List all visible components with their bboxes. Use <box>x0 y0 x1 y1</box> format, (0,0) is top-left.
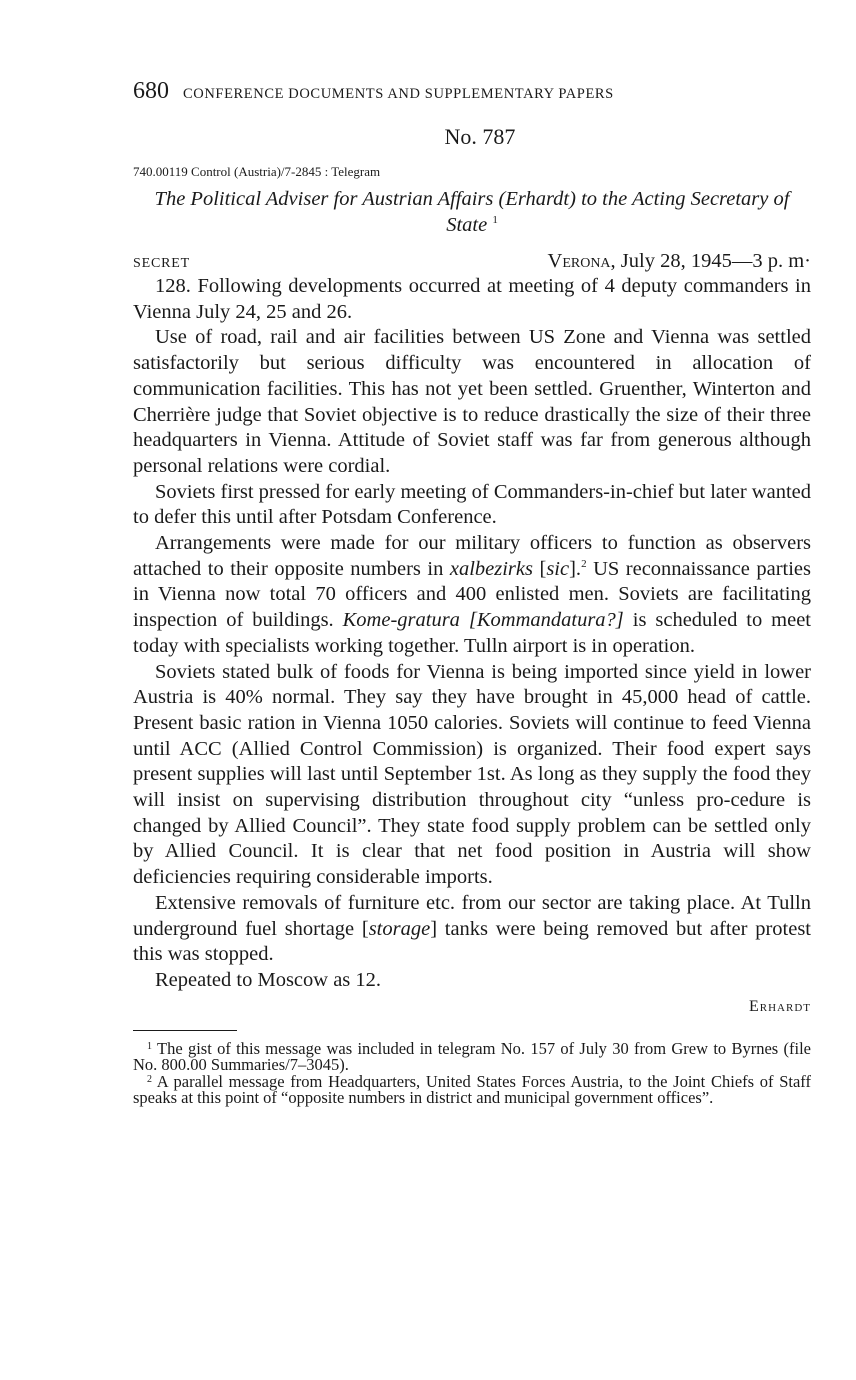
footnotes <box>133 1038 812 1108</box>
paragraph-4-italic-2: sic <box>546 557 570 580</box>
paragraph-1: 128. Following developments occurred at meeting of 4 deputy commanders in Vienna July 24, 25 and 26. <box>133 275 811 323</box>
footnote-2-mark: 2 <box>581 557 587 570</box>
paragraph-4-text-d: US reconnaissance parties in Vienna now total 70 officers and 400 enlisted men. Soviets are facilitating inspection of buildings. <box>133 557 812 632</box>
page-number: 680 <box>133 78 169 104</box>
paragraph-4-text-e: is scheduled to meet today with specialists working together. Tulln airport is in operation. <box>133 609 812 657</box>
paragraph-3: Soviets first pressed for early meeting of Commanders-in-chief but later wanted to defer this until after Potsdam Conference. <box>133 480 811 529</box>
paragraph-4-text-c: ]. <box>569 557 582 580</box>
document-title-text: The Political Adviser for Austrian Affairs (Erhardt) to the Acting Secretary of State <box>154 188 790 236</box>
footnote-1-mark: 1 <box>147 1040 152 1052</box>
paragraph-4-text-b: [ <box>532 557 547 580</box>
footnote-2 <box>133 1071 811 1108</box>
paragraph-6-text-b: ] tanks were being removed but after protest this was stopped. <box>133 917 811 966</box>
paragraph-6 <box>133 891 811 968</box>
document-page <box>133 78 811 1107</box>
paragraph-4-italic-1: xalbezirks <box>449 557 533 580</box>
running-head <box>133 78 811 114</box>
paragraph-7: Repeated to Moscow as 12. <box>155 968 382 991</box>
paragraph-4-text-a: Arrangements were made for our military officers to function as observers attached to their opposite numbers in <box>133 532 811 580</box>
footnote-1 <box>133 1038 812 1075</box>
telegram-body <box>133 274 811 994</box>
document-title <box>133 186 811 238</box>
place-and-date <box>548 250 811 273</box>
date: July 28, 1945—3 p. m· <box>620 250 811 272</box>
paragraph-6-italic: storage <box>368 917 431 940</box>
paragraph-4 <box>133 531 811 660</box>
footnote-1-text: The gist of this message was included in telegram No. 157 of July 30 from Grew to Byrnes (file No. 800.00 Summaries/7–3045). <box>133 1038 812 1075</box>
signature: Erhardt <box>749 997 811 1015</box>
title-footnote-mark: 1 <box>492 214 498 226</box>
classification-label: SECRET <box>133 256 190 271</box>
paragraph-2: Use of road, rail and air facilities between US Zone and Vienna was settled satisfactorily but serious difficulty was encountered in allocation of communication facilities. This has not yet been settled. Gruenther, Winterton and Cherrière judge that Soviet objective is to reduce drastically the size of their three headquarters in Vienna. Attitude of Soviet staff was far from generous although personal relations were cordial. <box>133 326 811 477</box>
footnote-2-mark-ref: 2 <box>147 1073 152 1085</box>
file-reference: 740.00119 Control (Austria)/7-2845 : Telegram <box>133 164 381 179</box>
footnote-2-text: A parallel message from Headquarters, United States Forces Austria, to the Joint Chiefs of Staff speaks at this point of “opposite numbers in district and municipal government offices”. <box>133 1071 811 1108</box>
running-title: CONFERENCE DOCUMENTS AND SUPPLEMENTARY PAPERS <box>183 86 614 102</box>
dateline <box>133 250 811 273</box>
footnote-divider <box>133 1030 237 1031</box>
document-number: No. 787 <box>444 124 516 149</box>
paragraph-6-text-a: Extensive removals of furniture etc. from our sector are taking place. At Tulln underground fuel shortage [ <box>133 891 811 940</box>
paragraph-4-italic-3: Kome-gratura [Kommandatura?] <box>342 609 624 632</box>
paragraph-5: Soviets stated bulk of foods for Vienna is being imported since yield in lower Austria is 40% normal. They say they have brought in 45,000 head of cattle. Present basic ration in Vienna 1050 calories. Soviets will continue to feed Vienna until ACC (Allied Control Commission) is organized. Their food expert says present supplies will last until September 1st. As long as they supply the food they will insist on supervising distribution throughout city “unless pro-cedure is changed by Allied Council”. They state food supply problem can be settled only by Allied Council. It is clear that net food position in Austria will show deficiencies requiring considerable imports. <box>133 660 811 889</box>
place: Verona, <box>547 250 616 272</box>
